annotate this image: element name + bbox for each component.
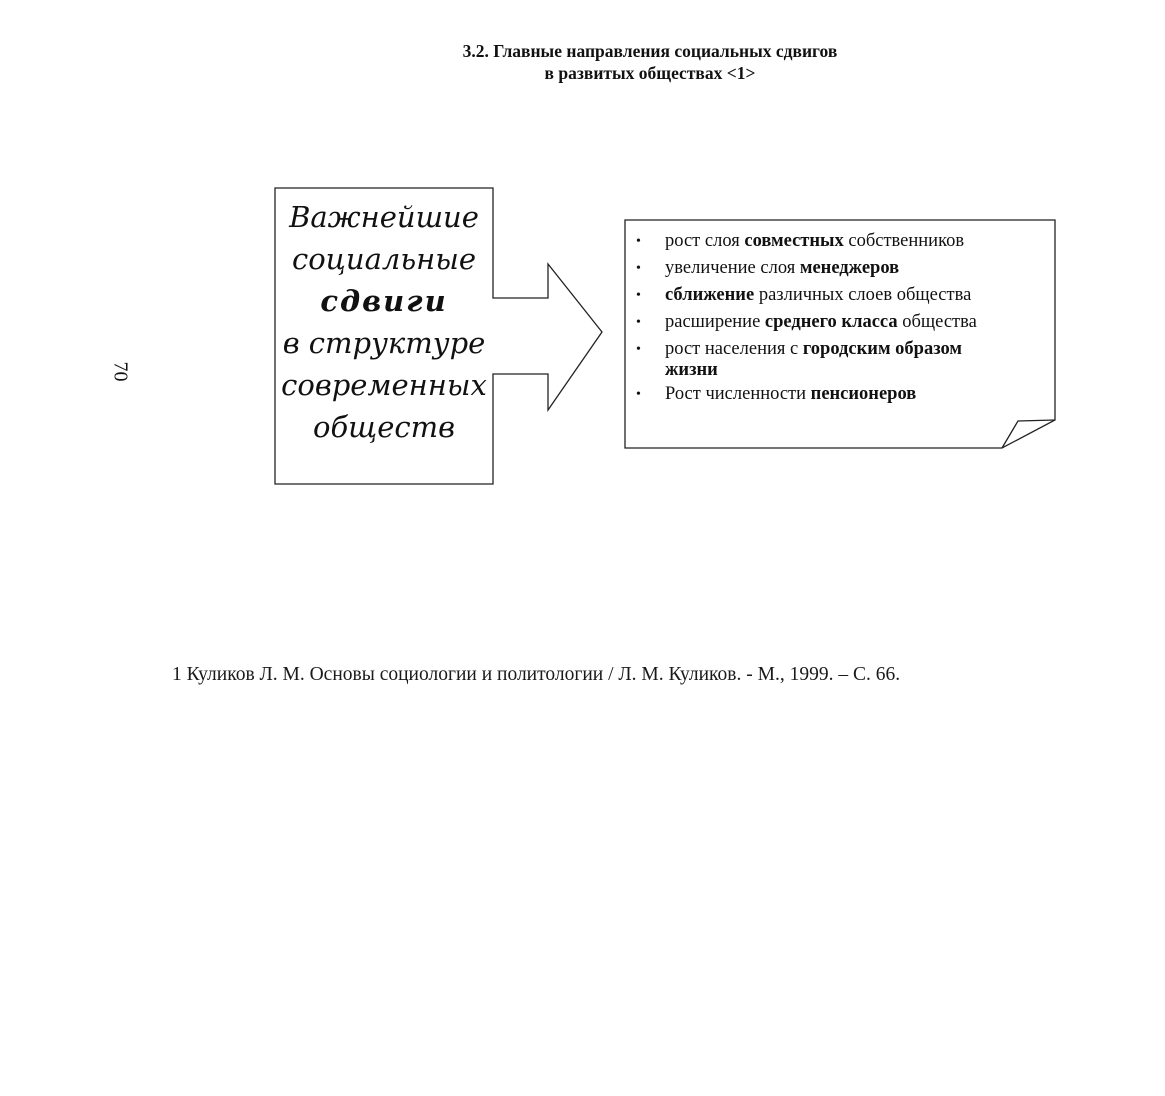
list-item	[636, 309, 1046, 336]
bullet-icon: •	[636, 261, 641, 276]
left-box-text	[275, 196, 493, 448]
list-item-text: расширение	[665, 312, 765, 332]
page-title-line-2: в развитых обществах <1>	[544, 63, 756, 83]
left-box-line: современных	[281, 368, 487, 402]
list-item-emphasis: городским образом	[802, 339, 963, 359]
left-box-line: социальные	[291, 242, 477, 276]
bullet-icon: •	[636, 342, 641, 357]
left-box-line: сдвиги	[320, 284, 448, 318]
list-item-emphasis: совместных	[744, 231, 844, 251]
list-item-emphasis: сближение	[665, 285, 755, 305]
list-item-text: рост слоя	[665, 231, 745, 251]
list-item-emphasis: среднего класса	[764, 312, 898, 332]
bullet-icon: •	[636, 234, 641, 249]
list-item-emphasis-continuation: жизни	[665, 360, 718, 380]
list-item	[636, 255, 1046, 282]
page-number: 70	[109, 361, 132, 382]
page-title	[0, 40, 1165, 84]
left-box-line: обществ	[313, 410, 455, 444]
left-box-line: Важнейшие	[289, 200, 479, 234]
list-item-text: различных слоев общества	[754, 285, 972, 305]
left-box-line: в структуре	[282, 326, 486, 360]
list-item	[636, 282, 1046, 309]
list-item-emphasis: менеджеров	[799, 258, 900, 278]
footnote: 1 Куликов Л. М. Основы социологии и политологии / Л. М. Куликов. - М., 1999. – С. 66.	[172, 664, 901, 685]
bullet-icon: •	[636, 315, 641, 330]
list-item	[636, 381, 1046, 408]
page-curl	[1002, 420, 1055, 448]
shifts-list	[636, 228, 1046, 408]
list-item-text: общества	[897, 312, 977, 332]
list-item-text: увеличение слоя	[665, 258, 800, 278]
list-item-text: рост населения с	[665, 339, 803, 359]
list-item-text: собственников	[843, 231, 965, 251]
list-item	[636, 228, 1046, 255]
list-item	[636, 336, 1046, 381]
list-item-emphasis: пенсионеров	[810, 384, 917, 404]
list-item-text: Рост численности	[665, 384, 811, 404]
bullet-icon: •	[636, 387, 641, 402]
bullet-icon: •	[636, 288, 641, 303]
page-title-line-1: 3.2. Главные направления социальных сдвигов	[462, 41, 838, 61]
